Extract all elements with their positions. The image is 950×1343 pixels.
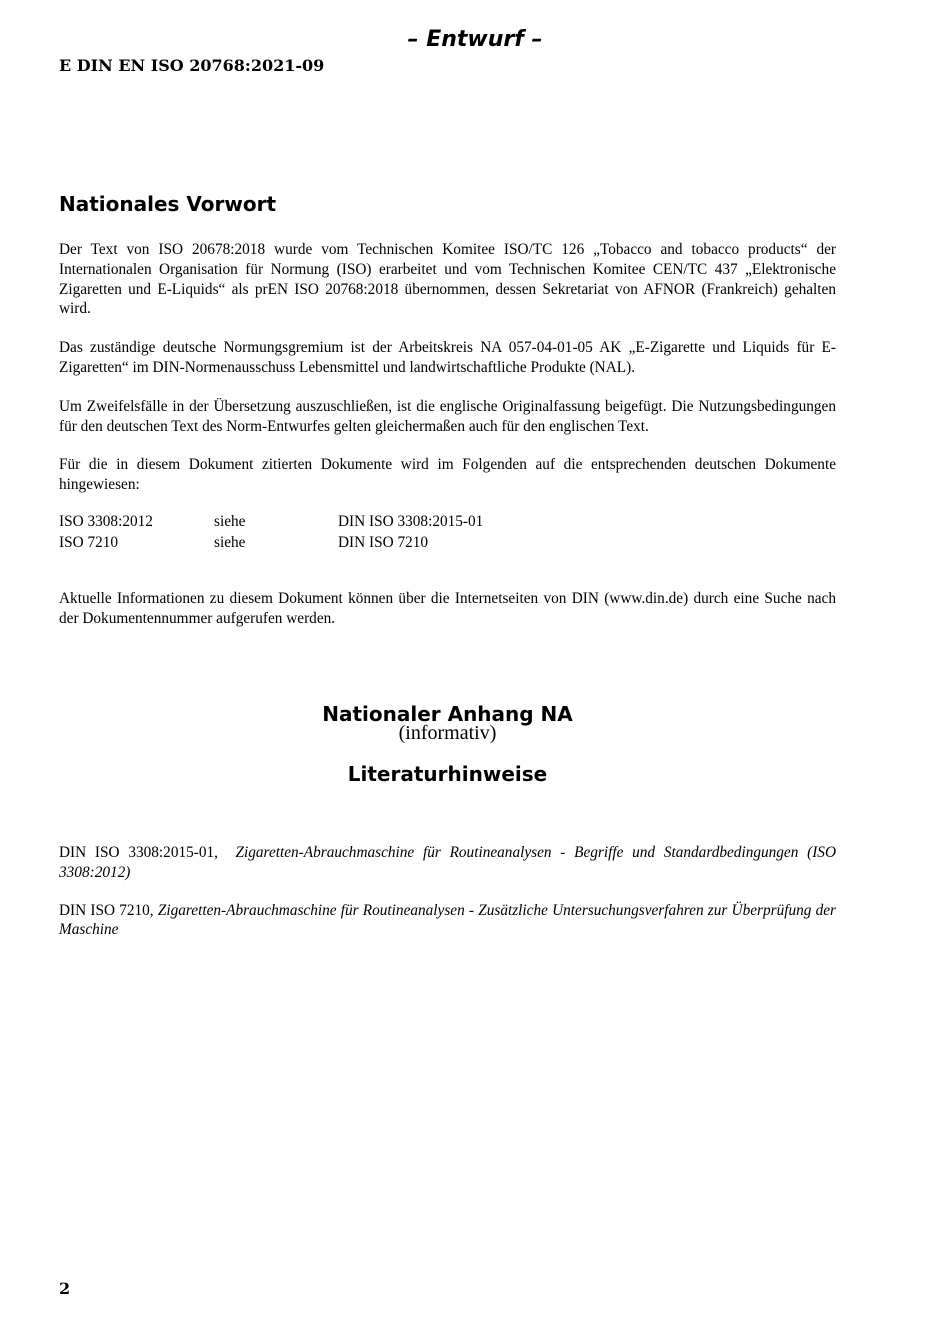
- reference-row: [59, 512, 483, 533]
- annex-title: Nationaler Anhang NA: [322, 701, 573, 726]
- page-number: 2: [59, 1279, 71, 1298]
- reference-iso: ISO 7210: [59, 533, 119, 551]
- bibliography-code: DIN ISO 3308:2015-01,: [59, 843, 218, 861]
- reference-relation: siehe: [214, 512, 246, 530]
- bibliography-title-text: Zigaretten-Abrauchmaschine für Routineanalysen - Zusätzliche Untersuchungsverfahren zur Überprüfung der Maschine: [59, 901, 837, 939]
- reference-din: DIN ISO 3308:2015-01: [338, 512, 484, 530]
- foreword-closing: Aktuelle Informationen zu diesem Dokument können über die Internetseiten von DIN (www.din.de) durch eine Suche nach der Dokumentennummer aufgerufen werden.: [59, 589, 836, 627]
- annex-subtitle: (informativ): [398, 722, 497, 745]
- bibliography-title-text: Zigaretten-Abrauchmaschine für Routineanalysen - Begriffe und Standardbedingungen (ISO 3308:2012): [59, 843, 837, 881]
- bibliography-item: [59, 843, 836, 883]
- reference-row: [59, 533, 483, 554]
- bibliography-code: DIN ISO 7210,: [59, 901, 154, 919]
- reference-iso: ISO 3308:2012: [59, 512, 153, 530]
- foreword-title: Nationales Vorwort: [59, 192, 277, 216]
- reference-din: DIN ISO 7210: [338, 533, 429, 551]
- draft-label: – Entwurf –: [407, 27, 543, 52]
- annex-heading: [59, 701, 836, 787]
- reference-relation: siehe: [214, 533, 246, 551]
- bibliography-item: [59, 901, 836, 941]
- document-id: E DIN EN ISO 20768:2021-09: [59, 56, 325, 75]
- foreword-paragraph-4: Für die in diesem Dokument zitierten Dokumente wird im Folgenden auf die entsprechenden deutschen Dokumente hingewiesen:: [59, 456, 836, 494]
- bibliography-list: [59, 843, 836, 940]
- bibliography-title: Literaturhinweise: [347, 762, 548, 787]
- foreword-paragraph-2: Das zuständige deutsche Normungsgremium ist der Arbeitskreis NA 057-04-01-05 AK „E-Zigarette und Liquids für E-Zigaretten“ im DIN-Normenausschuss Lebensmittel und landwirtschaftliche Produkte (NAL).: [59, 339, 836, 376]
- foreword-paragraph-3: Um Zweifelsfälle in der Übersetzung auszuschließen, ist die englische Originalfassung beigefügt. Die Nutzungsbedingungen für den deutschen Text des Norm-Entwurfes gelten gleichermaßen auch für den englischen Text.: [59, 397, 836, 435]
- reference-table: [59, 512, 483, 554]
- foreword-paragraph-1: Der Text von ISO 20678:2018 wurde vom Technischen Komitee ISO/TC 126 „Tobacco and tobacco products“ der Internationalen Organisation für Normung (ISO) erarbeitet und vom Technischen Komitee CEN/TC 437 „Elektronische Zigaretten und E-Liquids“ als prEN ISO 20768:2018 übernommen, dessen Sekretariat von AFNOR (Frankreich) gehalten wird.: [59, 241, 836, 318]
- page-content: [59, 190, 836, 940]
